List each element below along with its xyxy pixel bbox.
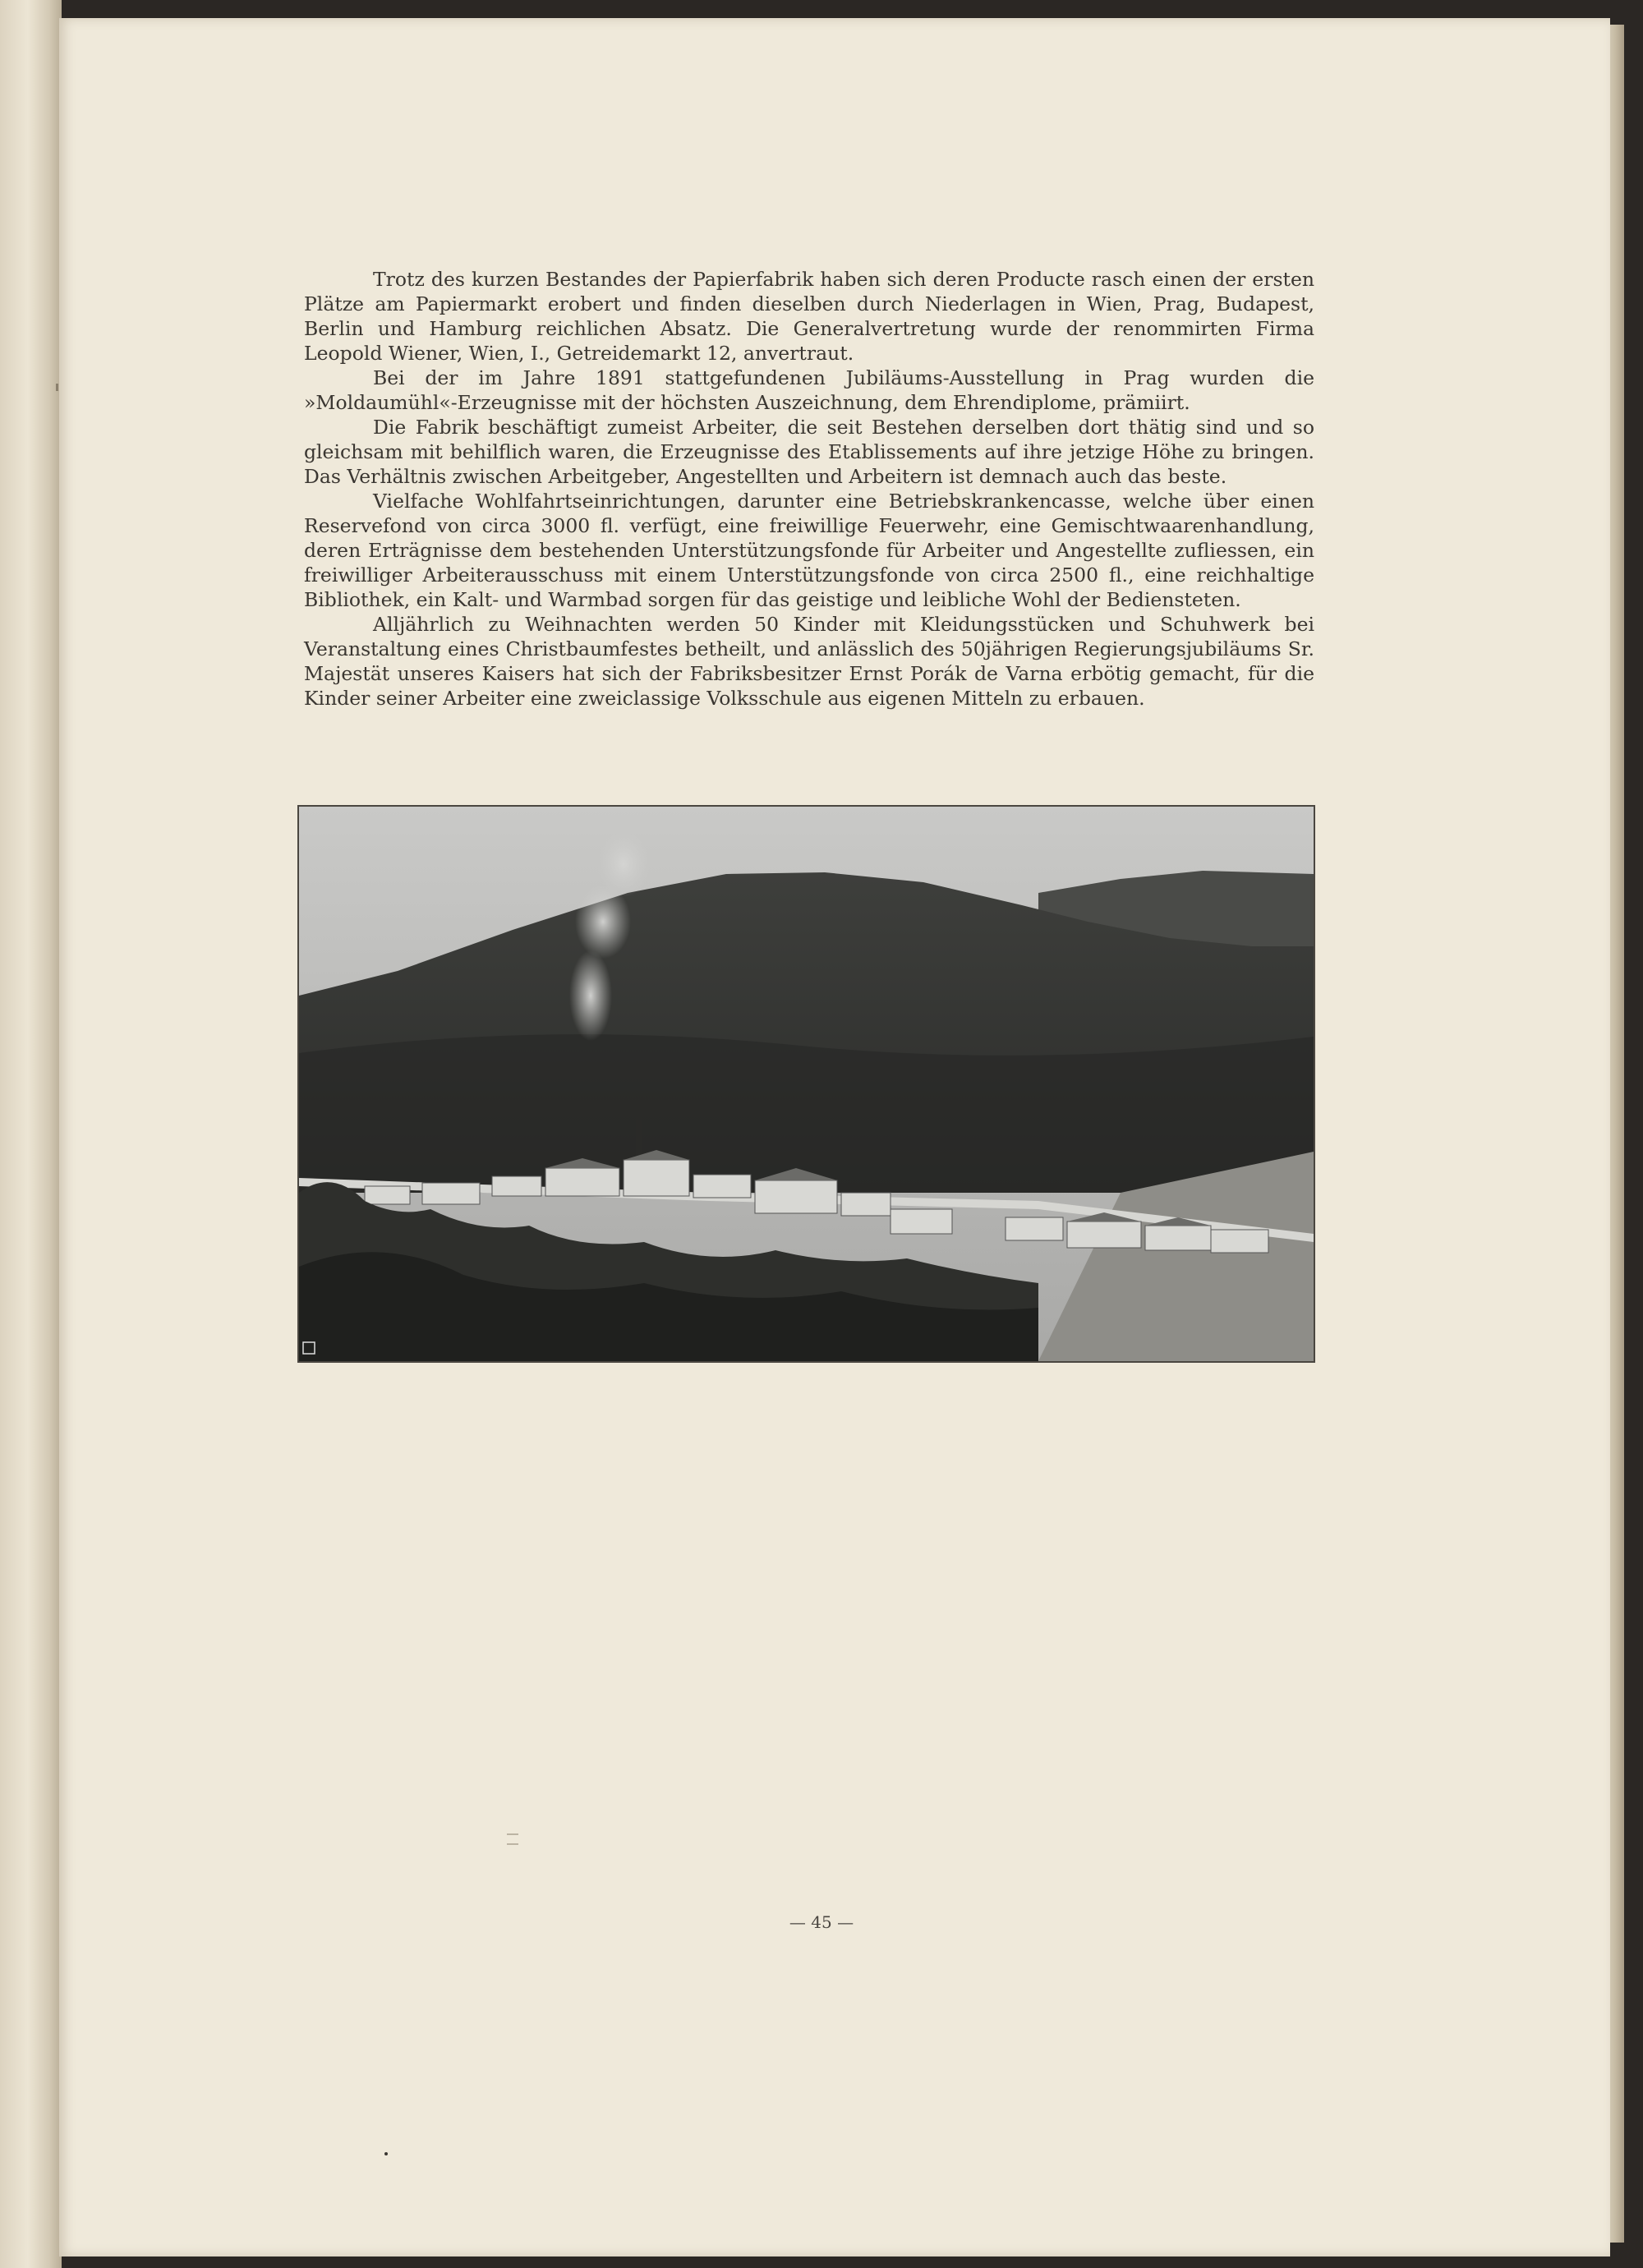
book-spine [0,0,62,2268]
ink-dot [384,2152,388,2155]
paragraph-4: Vielfache Wohlfahrtseinrichtungen, darunter eine Betriebskrankencasse, welche über einen Reservefond von circa 3000 fl. verfügt, eine freiwillige Feuerwehr, eine Gemischtwaarenhandlung, deren Erträgnisse dem bestehenden Unterstützungsfonde für Arbeiter und Angestellte zufliessen, ein freiwilliger Arbeiterausschuss mit einem Unterstützungsfonde von circa 2500 fl., eine reichhaltige Bibliothek, ein Kalt- und Warmbad sorgen für das geistige und leibliche Wohl der Bediensteten. [304,490,1314,611]
smoke-plume [597,831,650,897]
paper-blemish [507,1833,518,1835]
paragraph-1: Trotz des kurzen Bestandes der Papierfabrik haben sich deren Producte rasch einen der ersten Plätze am Papiermarkt erobert und finden dieselben durch Niederlagen in Wien, Prag, Budapest, Berlin und Hamburg reichlichen Absatz. Die Generalvertretung wurde der renommirten Firma Leopold Wiener, Wien, I., Getreidemarkt 12, anvertraut. [304,268,1314,365]
paragraph-2: Bei der im Jahre 1891 stattgefundenen Jubiläums-Ausstellung in Prag wurden die »Moldaumühl«-Erzeugnisse mit der höchsten Auszeichnung, dem Ehrendiplome, prämiirt. [304,366,1314,414]
smoke-plume [569,950,612,1041]
paragraph-5: Alljährlich zu Weihnachten werden 50 Kinder mit Kleidungsstücken und Schuhwerk bei Veranstaltung eines Christbaumfestes betheilt, und anlässlich des 50jährigen Regierungsjubiläums Sr. Majestät unseres Kaisers hat sich der Fabriksbesitzer Ernst Porák de Varna erbötig gemacht, für die Kinder seiner Arbeiter eine zweiclassige Volksschule aus eigenen Mitteln zu erbauen. [304,613,1314,710]
paper-blemish [507,1843,518,1845]
photo-landscape [299,807,1314,1361]
factory-photograph [297,805,1315,1363]
page-number: — 45 — [789,1912,854,1932]
paragraph-3: Die Fabrik beschäftigt zumeist Arbeiter, die seit Bestehen derselben dort thätig sind und so gleichsam mit behilflich waren, die Erzeugnisse des Etablissements auf ihre jetzige Höhe zu bringen. Das Verhältnis zwischen Arbeitgeber, Angestellten und Arbeitern ist demnach auch das beste. [304,416,1314,488]
margin-mark [56,384,58,391]
body-text [304,267,1314,711]
hill-texture [299,1034,1314,1193]
